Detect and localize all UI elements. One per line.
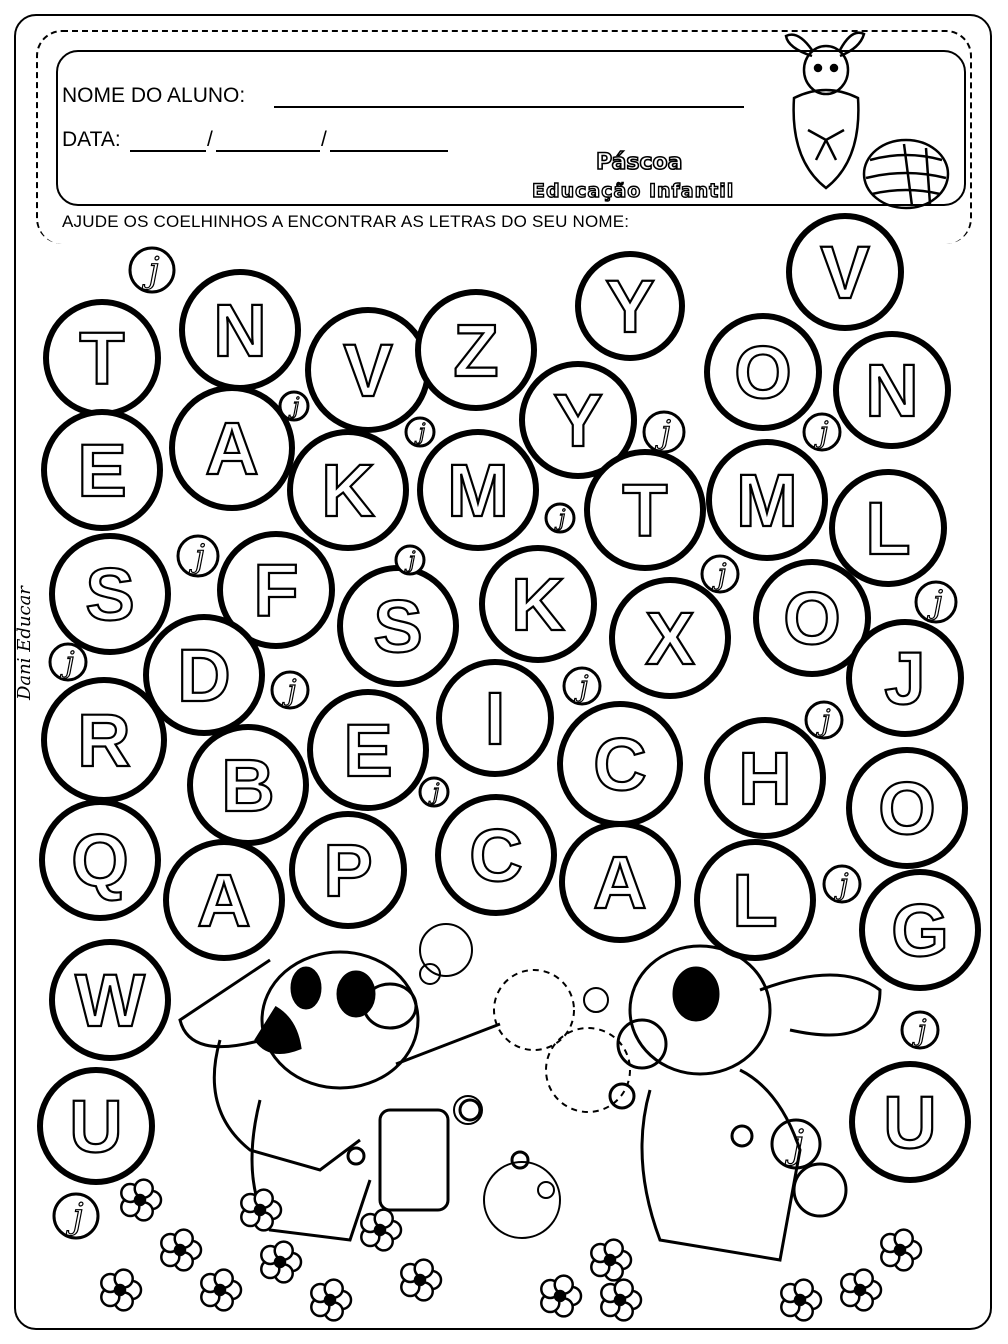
bubble-letter: S [373, 585, 423, 668]
letter-bubble [836, 334, 948, 446]
bubble-letter: Q [71, 819, 129, 902]
small-bubble-glyph: j [839, 866, 849, 901]
letter-bubble [172, 388, 292, 508]
bunny-boy-illustration [618, 946, 880, 1260]
small-bubble-glyph: j [432, 780, 440, 806]
flower-icon [361, 1210, 401, 1251]
small-bubble [280, 392, 308, 420]
small-bubble-glyph: j [72, 1197, 84, 1238]
education-subtitle: Educação Infantil [532, 180, 735, 202]
bubble-letter: S [85, 553, 135, 636]
bubble-letter: C [469, 814, 523, 897]
bubble-letter: H [738, 737, 792, 820]
bubble-letter: E [77, 429, 127, 512]
small-bubble-circle [512, 1152, 528, 1168]
letter-bubble [44, 412, 160, 528]
letter-bubble [46, 302, 158, 414]
bubble-letter: N [213, 289, 267, 372]
letter-bubble [578, 254, 682, 358]
bubble-letter: T [79, 317, 125, 400]
letter-bubble [182, 272, 298, 388]
small-bubble-glyph: j [661, 413, 671, 451]
bubble-letter: I [484, 677, 506, 760]
letter-bubble [849, 622, 961, 734]
letter-bubble [340, 568, 456, 684]
flower-icon [311, 1280, 351, 1321]
letter-bubble [789, 216, 901, 328]
bunny-girl-illustration [180, 952, 500, 1240]
small-bubble-glyph: j [917, 1012, 927, 1047]
letter-bubble [308, 310, 428, 430]
small-bubble [54, 1194, 98, 1238]
bubble-letter: U [69, 1085, 123, 1168]
small-bubble [702, 556, 738, 592]
bubble-letter: R [77, 699, 131, 782]
letter-bubble [852, 1064, 968, 1180]
small-bubble [460, 1100, 480, 1120]
small-bubble [396, 546, 424, 574]
bubble-letter: A [593, 841, 647, 924]
bubble-letter: A [197, 859, 251, 942]
small-bubble [512, 1152, 528, 1168]
small-bubble-glyph: j [558, 506, 566, 532]
flower-icon [591, 1240, 631, 1281]
small-bubble-glyph: j [408, 548, 416, 574]
small-bubble [50, 644, 86, 680]
bubble-letter: K [321, 449, 375, 532]
bubble-letter: W [75, 959, 145, 1042]
bubble-letter: L [865, 487, 911, 570]
small-bubble-glyph: j [195, 537, 205, 575]
bubble-letter: D [177, 634, 231, 717]
letter-bubble [146, 617, 262, 733]
bubble-letter: O [878, 767, 936, 850]
small-bubble-glyph: j [819, 414, 829, 449]
letter-bubble [707, 720, 823, 836]
small-bubble-circle [732, 1126, 752, 1146]
bubbles-stream [420, 924, 630, 1238]
bubble-letter: E [343, 709, 393, 792]
small-bubble-glyph: j [579, 668, 589, 703]
flower-icon [121, 1180, 161, 1221]
bubble-letter: O [783, 577, 841, 660]
small-bubble [420, 778, 448, 806]
date-separator: / [321, 128, 327, 151]
bubble-letter: V [343, 329, 393, 412]
small-bubble-circle [348, 1148, 364, 1164]
small-bubble [732, 1126, 752, 1146]
instruction-text: AJUDE OS COELHINHOS A ENCONTRAR AS LETRAS DO SEU NOME: [62, 212, 630, 231]
flower-icon [101, 1270, 141, 1311]
flower-icon [241, 1190, 281, 1231]
bubble-letter: A [205, 407, 259, 490]
author-signature: Dani Educar [14, 586, 35, 700]
small-bubble [916, 582, 956, 622]
small-bubble [546, 504, 574, 532]
letter-bubble [849, 750, 965, 866]
letter-bubble [562, 824, 678, 940]
letter-bubble [52, 536, 168, 652]
bubble-letter: M [736, 459, 798, 542]
bubble-letter: F [253, 549, 299, 632]
small-bubble [644, 412, 684, 452]
letter-bubble [707, 316, 819, 428]
letter-bubble [190, 727, 306, 843]
letter-bubble [42, 802, 158, 918]
letter-bubble [40, 1070, 152, 1182]
letter-bubble [697, 842, 813, 958]
flower-icon [401, 1260, 441, 1301]
bubble-letter: Y [605, 265, 655, 348]
bubble-letter: G [891, 889, 949, 972]
bubble-letter: L [732, 859, 778, 942]
small-bubble [130, 248, 174, 292]
flowers [101, 1180, 921, 1321]
bubble-letter: O [734, 331, 792, 414]
small-bubble-glyph: j [792, 1122, 804, 1167]
small-bubble [806, 702, 842, 738]
letter-bubble [418, 292, 534, 408]
letter-bubble [166, 842, 282, 958]
flower-icon [841, 1270, 881, 1311]
small-bubble [348, 1148, 364, 1164]
small-bubble-glyph: j [418, 420, 426, 446]
flower-icon [201, 1270, 241, 1311]
letter-bubble [44, 680, 164, 800]
date-label: DATA: [62, 128, 121, 151]
letter-bubble [612, 580, 728, 696]
small-bubble-glyph: j [65, 644, 75, 679]
letter-bubble [862, 872, 978, 988]
easter-title: Páscoa [596, 150, 683, 175]
small-bubble-glyph: j [287, 672, 297, 707]
letter-bubble [420, 432, 536, 548]
bubble-letter: N [865, 349, 919, 432]
letter-bubble [290, 432, 406, 548]
bubble-letter: Z [453, 309, 499, 392]
student-name-label: NOME DO ALUNO: [62, 84, 246, 107]
bubble-letter: K [511, 563, 565, 646]
flower-icon [541, 1276, 581, 1317]
small-bubble [902, 1012, 938, 1048]
letter-bubble [439, 662, 551, 774]
easter-egg-icon [864, 140, 948, 208]
small-bubble [406, 418, 434, 446]
flower-icon [261, 1242, 301, 1283]
bubble-letter: B [221, 744, 275, 827]
bubble-letter: J [884, 637, 926, 720]
small-bubble-glyph: j [821, 702, 831, 737]
bubble-letter: U [883, 1081, 937, 1164]
bunny-icon [786, 33, 864, 188]
bubble-letter: M [447, 449, 509, 532]
small-bubble [804, 414, 840, 450]
small-bubble-circle [460, 1100, 480, 1120]
bubble-letter: T [622, 469, 668, 552]
letter-bubble [587, 452, 703, 568]
letter-bubble [52, 942, 168, 1058]
bubble-letter: P [323, 829, 373, 912]
small-bubble [272, 672, 308, 708]
small-bubble [564, 668, 600, 704]
letter-bubble [438, 797, 554, 913]
letter-bubble [560, 704, 680, 824]
letter-bubbles [40, 216, 978, 1182]
small-bubble-glyph: j [933, 583, 943, 621]
bubble-letter: Y [553, 379, 603, 462]
letter-bubble [310, 692, 426, 808]
bubble-letter: V [820, 231, 870, 314]
letter-bubble [832, 472, 944, 584]
small-bubble [824, 866, 860, 902]
letter-bubble [709, 442, 825, 558]
letter-bubble [292, 814, 404, 926]
letter-bubble [482, 548, 594, 660]
small-bubble-glyph: j [292, 394, 300, 420]
small-bubble [772, 1120, 820, 1168]
bubble-letter: C [593, 723, 647, 806]
flower-icon [781, 1280, 821, 1321]
flower-icon [881, 1230, 921, 1271]
date-separator: / [207, 128, 213, 151]
bubble-letter: X [645, 597, 695, 680]
small-bubble-glyph: j [148, 251, 160, 292]
flower-icon [601, 1280, 641, 1321]
flower-icon [161, 1230, 201, 1271]
small-bubble-glyph: j [717, 556, 727, 591]
small-bubble [178, 536, 218, 576]
